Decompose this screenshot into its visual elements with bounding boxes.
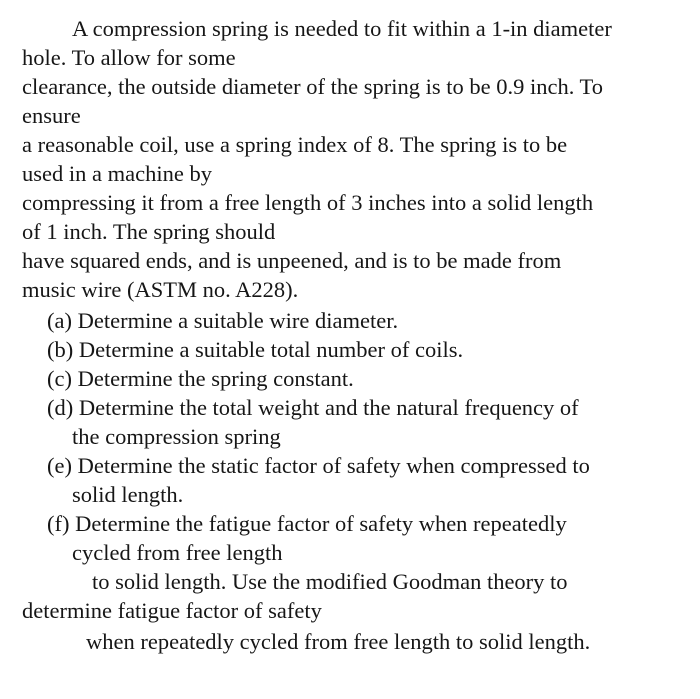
question-part-d: (d) Determine the total weight and the natural frequency of	[47, 395, 579, 420]
text-line: used in a machine by	[22, 161, 212, 186]
text-line: ensure	[22, 103, 81, 128]
question-part-f-cont: determine fatigue factor of safety	[22, 598, 322, 623]
question-part-a: (a) Determine a suitable wire diameter.	[47, 308, 399, 333]
question-part-f: (f) Determine the fatigue factor of safety when repeatedly	[47, 511, 567, 536]
question-part-c: (c) Determine the spring constant.	[47, 366, 354, 391]
text-line: a reasonable coil, use a spring index of 8. The spring is to be	[22, 132, 568, 157]
question-part-d-cont: the compression spring	[72, 424, 281, 449]
text-line: hole. To allow for some	[22, 45, 236, 70]
text-line: clearance, the outside diameter of the spring is to be 0.9 inch. To	[22, 74, 603, 99]
question-part-f-cont: when repeatedly cycled from free length to solid length.	[86, 629, 591, 654]
text-line: A compression spring is needed to fit within a 1-in diameter	[72, 16, 612, 41]
text-line: compressing it from a free length of 3 inches into a solid length	[22, 190, 594, 215]
text-line: music wire (ASTM no. A228).	[22, 277, 299, 302]
question-part-f-cont: to solid length. Use the modified Goodman theory to	[92, 569, 568, 594]
question-part-b: (b) Determine a suitable total number of coils.	[47, 337, 464, 362]
question-part-f-cont: cycled from free length	[72, 540, 283, 565]
question-part-e-cont: solid length.	[72, 482, 184, 507]
question-part-e: (e) Determine the static factor of safety when compressed to	[47, 453, 590, 478]
text-line: of 1 inch. The spring should	[22, 219, 276, 244]
text-line: have squared ends, and is unpeened, and is to be made from	[22, 248, 562, 273]
